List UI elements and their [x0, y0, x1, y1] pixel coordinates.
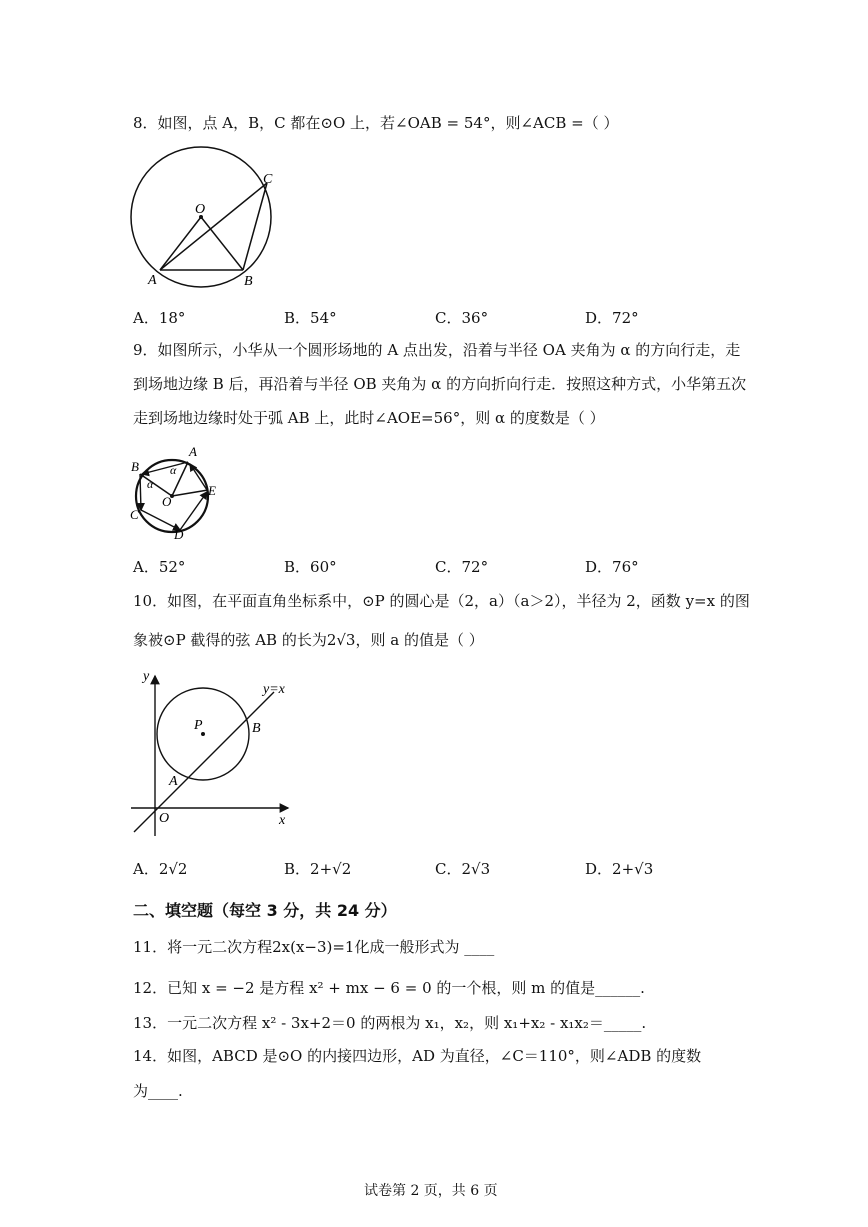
- q8-option-d: D．72°: [585, 309, 639, 327]
- q9-line-3: 走到场地边缘时处于弧 AB 上，此时∠AOE=56°，则 α 的度数是（ ）: [133, 409, 605, 427]
- page-footer: 试卷第 2 页，共 6 页: [364, 1183, 498, 1199]
- q9-option-c: C．72°: [435, 558, 489, 576]
- q8-label-a: A: [148, 273, 157, 288]
- q10-label-a: A: [169, 774, 178, 789]
- q14-line-1: 14．如图，ABCD 是⊙O 的内接四边形，AD 为直径，∠C＝110°，则∠ADB 的度数: [133, 1047, 702, 1065]
- q9-label-c: C: [130, 507, 139, 522]
- q9-option-a: A．52°: [133, 558, 186, 576]
- q9-label-alpha-2: α: [147, 477, 154, 491]
- q9-label-o: O: [162, 494, 172, 509]
- q10-option-d: D．2+√3: [585, 860, 654, 878]
- q10-label-b: B: [252, 721, 261, 736]
- q8-option-a: A．18°: [133, 309, 186, 327]
- q14-line-2: 为____.: [133, 1082, 183, 1100]
- q10-option-c: C．2√3: [435, 860, 491, 878]
- section-2-heading: 二、填空题（每空 3 分，共 24 分）: [133, 901, 397, 920]
- q10-option-a: A．2√2: [133, 860, 188, 878]
- q8-label-b: B: [244, 274, 253, 289]
- q10-label-o: O: [159, 811, 170, 826]
- q9-label-e: E: [208, 483, 216, 498]
- q10-line-2: 象被⊙P 截得的弦 AB 的长为2√3，则 a 的值是（ ）: [133, 631, 484, 649]
- q10-coordinate-figure: [126, 664, 306, 840]
- q10-label-line: y=x: [263, 682, 285, 697]
- q9-option-b: B．60°: [284, 558, 337, 576]
- q10-label-p: P: [194, 718, 203, 733]
- q10-option-b: B．2+√2: [284, 860, 352, 878]
- q9-label-a: A: [189, 444, 197, 459]
- q9-label-d: D: [174, 527, 184, 542]
- q9-line-2: 到场地边缘 B 后，再沿着与半径 OB 夹角为 α 的方向折向行走．按照这种方式，小华第五次: [133, 375, 747, 393]
- q8-label-c: C: [263, 172, 273, 187]
- q8-label-o: O: [195, 202, 206, 217]
- q8-option-b: B．54°: [284, 309, 337, 327]
- q10-label-y-axis: y: [143, 669, 150, 684]
- q9-circle-figure: [128, 440, 228, 544]
- q10-line-1: 10．如图，在平面直角坐标系中，⊙P 的圆心是（2，a）（a＞2），半径为 2，函数 y=x 的图: [133, 592, 750, 610]
- q12-stem: 12．已知 x = −2 是方程 x² + mx − 6 = 0 的一个根，则 m 的值是______.: [133, 979, 645, 997]
- q9-option-d: D．76°: [585, 558, 639, 576]
- q13-stem: 13．一元二次方程 x² - 3x+2＝0 的两根为 x₁，x₂，则 x₁+x₂ - x₁x₂＝_____.: [133, 1014, 647, 1032]
- q9-line-1: 9．如图所示，小华从一个圆形场地的 A 点出发，沿着与半径 OA 夹角为 α 的方向行走，走: [133, 341, 741, 359]
- q8-circle-figure: [126, 146, 286, 296]
- q11-stem: 11．将一元二次方程2x(x−3)=1化成一般形式为 ____: [133, 938, 495, 956]
- q10-label-x-axis: x: [279, 813, 286, 828]
- q9-label-alpha-1: α: [170, 463, 177, 477]
- q8-stem: 8．如图，点 A，B，C 都在⊙O 上，若∠OAB = 54°，则∠ACB =（ ）: [133, 114, 619, 132]
- q9-label-b: B: [131, 459, 139, 474]
- q8-option-c: C．36°: [435, 309, 489, 327]
